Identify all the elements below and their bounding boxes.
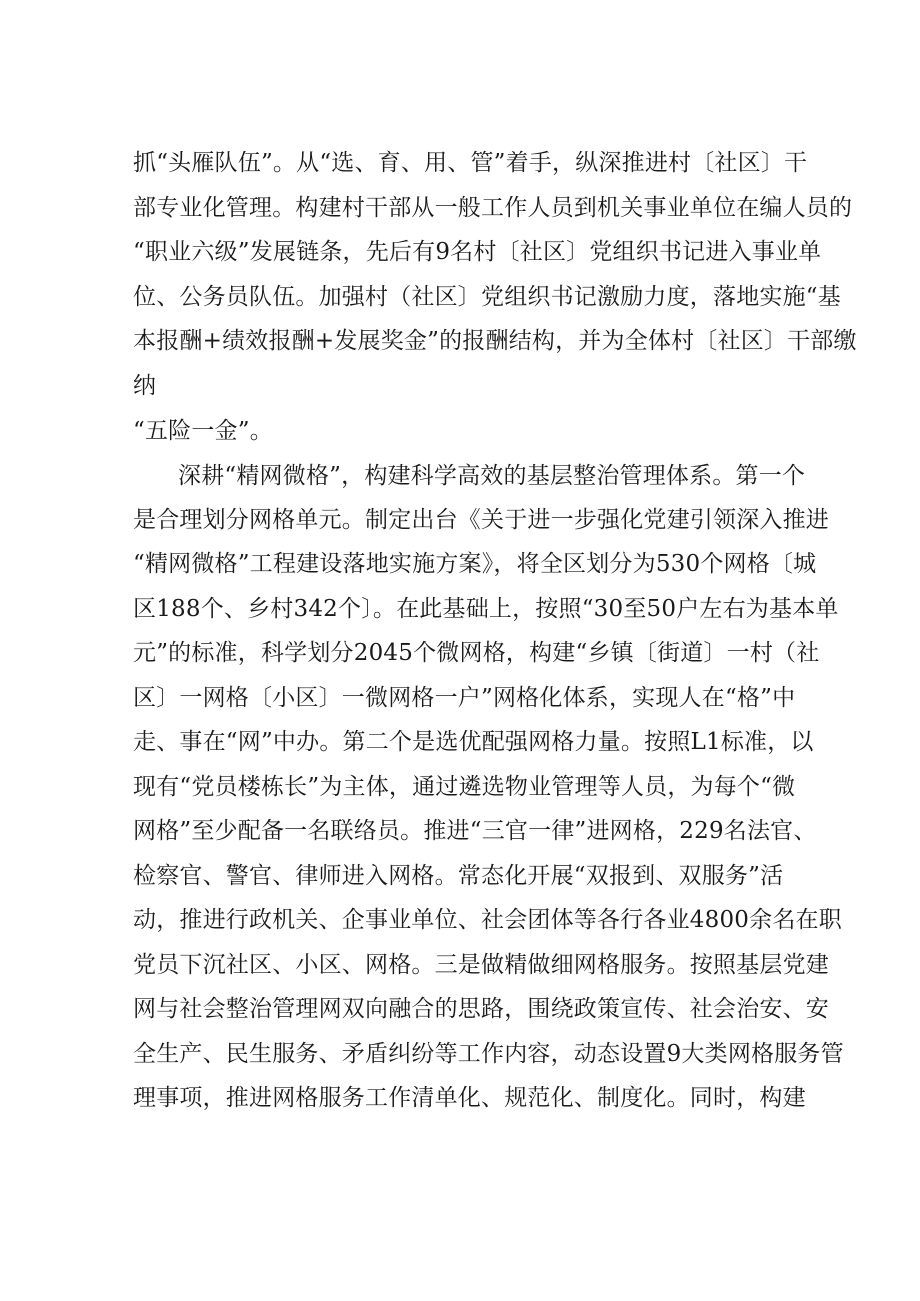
text-line: 区〕一网格〔小区〕一微网格一户”网格化体系，实现人在“格”中 bbox=[133, 685, 796, 711]
text-line: 纳 bbox=[133, 373, 157, 399]
text-line: 区188个、乡村342个〕。在此基础上，按照“30至50户左右为基本单 bbox=[133, 596, 839, 622]
text-line: 抓“头雁队伍”。从“选、育、用、管”着手，纵深推进村〔社区〕干 bbox=[133, 150, 808, 176]
text-line: “职业六级”发展链条，先后有9名村〔社区〕党组织书记进入事业单 bbox=[133, 239, 822, 265]
text-line: 检察官、警官、律师进入网格。常态化开展“双报到、双服务”活 bbox=[133, 863, 784, 889]
text-line: “五险一金”。 bbox=[133, 418, 273, 444]
text-line: “精网微格”工程建设落地实施方案》，将全区划分为530个网格〔城 bbox=[133, 551, 817, 577]
text-line: 位、公务员队伍。加强村（社区〕党组织书记激励力度，落地实施“基 bbox=[133, 284, 841, 310]
text-line: 元”的标准，科学划分2045个微网格，构建“乡镇〔街道〕一村（社 bbox=[133, 640, 820, 666]
text-line: 网与社会整治管理网双向融合的思路，围绕政策宣传、社会治安、安 bbox=[133, 996, 829, 1022]
text-line: 全生产、民生服务、矛盾纠纷等工作内容，动态设置9大类网格服务管 bbox=[133, 1041, 844, 1067]
paragraph-first-line: 深耕“精网微格”，构建科学高效的基层整治管理体系。第一个 bbox=[178, 463, 806, 489]
text-line: 走、事在“网”中办。第二个是选优配强网格力量。按照L1标准，以 bbox=[133, 729, 814, 755]
text-line: 是合理划分网格单元。制定出台《关于进一步强化党建引领深入推进 bbox=[133, 507, 829, 533]
text-line: 本报酬+绩效报酬+发展奖金”的报酬结构，并为全体村〔社区〕干部缴 bbox=[133, 328, 857, 354]
text-line: 网格”至少配备一名联络员。推进“三官一律”进网格，229名法官、 bbox=[133, 818, 817, 844]
text-line: 现有“党员楼栋长”为主体，通过遴选物业管理等人员，为每个“微 bbox=[133, 774, 796, 800]
text-line: 党员下沉社区、小区、网格。三是做精做细网格服务。按照基层党建 bbox=[133, 952, 829, 978]
text-line: 动，推进行政机关、企事业单位、社会团体等各行各业4800余名在职 bbox=[133, 907, 842, 933]
text-line: 理事项，推进网格服务工作清单化、规范化、制度化。同时，构建 bbox=[133, 1085, 806, 1111]
text-line: 部专业化管理。构建村干部从一般工作人员到机关事业单位在编人员的 bbox=[133, 195, 853, 221]
